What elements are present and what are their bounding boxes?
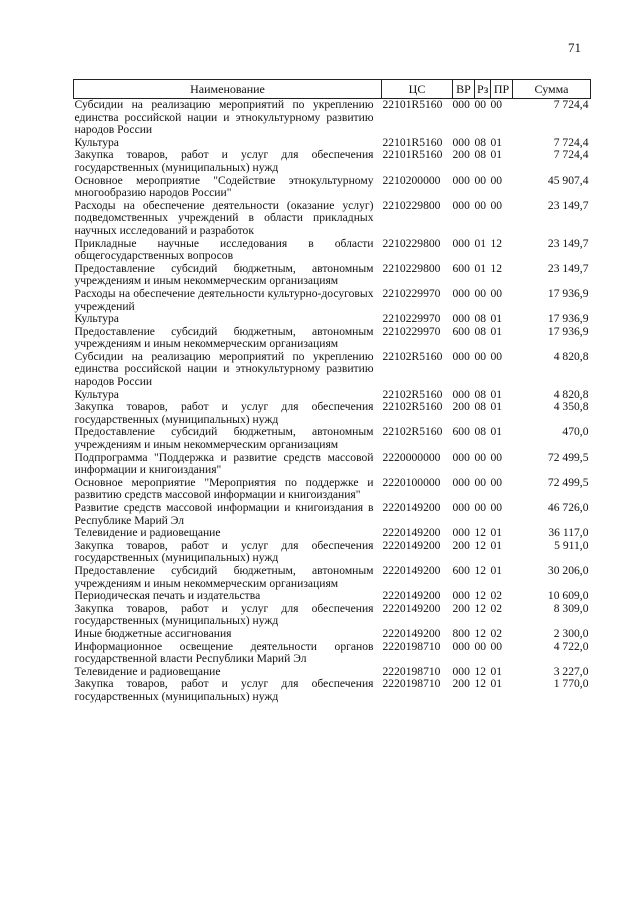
row-rz-cell: 00 (474, 501, 487, 514)
table-header (74, 80, 591, 99)
row-vr-cell: 000 (452, 475, 470, 489)
row-cs-cell: 2210200000 (382, 173, 441, 187)
row-pr-cell: 01 (490, 538, 503, 552)
row-rz-cell: 12 (474, 526, 487, 540)
table-row (74, 288, 591, 313)
row-sum-cell: 72 499,5 (547, 450, 589, 464)
row-vr-cell: 000 (452, 236, 470, 250)
table-body (74, 99, 591, 704)
row-cs-cell: 2210229800 (382, 198, 441, 212)
row-sum-cell: 23 149,7 (547, 236, 589, 250)
row-cs-cell: 2220100000 (382, 475, 441, 489)
row-pr-cell: 12 (490, 236, 503, 250)
row-sum-cell: 45 907,4 (547, 173, 589, 187)
row-sum-cell: 7 724,4 (553, 98, 589, 111)
row-name-cell: Субсидии на реализацию мероприятий по укреплению единства российской нации и этнокультурному развитию народов России (74, 98, 374, 137)
row-vr-cell: 200 (452, 677, 470, 691)
row-rz-cell: 00 (474, 286, 487, 300)
row-sum-cell: 30 206,0 (547, 563, 589, 577)
row-name-cell: Закупка товаров, работ и услуг для обеспечения государственных (муниципальных) нужд (74, 148, 374, 174)
row-pr-cell: 01 (490, 425, 503, 439)
row-pr-cell: 12 (490, 261, 503, 275)
row-rz-cell: 12 (474, 664, 487, 678)
row-sum-cell: 17 936,9 (547, 312, 589, 326)
table-row (74, 628, 591, 641)
table-row (74, 238, 591, 263)
row-name-cell: Закупка товаров, работ и услуг для обеспечения государственных (муниципальных) нужд (74, 601, 374, 628)
row-vr-cell: 600 (452, 425, 470, 439)
table-row (74, 527, 591, 540)
header-rz: Рз (475, 80, 491, 99)
table-row (74, 149, 591, 174)
row-cs-cell: 2220149200 (382, 601, 441, 615)
row-vr-cell: 000 (452, 349, 470, 363)
row-vr-cell: 000 (452, 135, 470, 149)
row-vr-cell: 000 (452, 286, 470, 300)
row-vr-cell: 000 (452, 526, 470, 540)
row-rz-cell: 12 (474, 538, 487, 552)
table-row (74, 641, 591, 666)
row-name-cell: Культура (74, 135, 119, 149)
row-pr-cell: 01 (490, 526, 503, 540)
row-sum-cell: 23 149,7 (547, 198, 589, 212)
row-vr-cell: 000 (452, 312, 470, 326)
row-cs-cell: 2220198710 (382, 664, 441, 678)
row-vr-cell: 000 (452, 173, 470, 187)
table-row (74, 590, 591, 603)
page-number: 71 (568, 40, 581, 55)
row-pr-cell: 00 (490, 450, 503, 464)
row-cs-cell: 22102R5160 (382, 425, 443, 439)
row-sum-cell: 4 722,0 (553, 639, 589, 653)
row-vr-cell: 200 (452, 400, 470, 414)
row-rz-cell: 08 (474, 135, 487, 149)
table-row (74, 540, 591, 565)
row-sum-cell: 17 936,9 (547, 324, 589, 338)
row-sum-cell: 72 499,5 (547, 475, 589, 489)
row-rz-cell: 08 (474, 387, 487, 401)
row-name-cell: Закупка товаров, работ и услуг для обеспечения государственных (муниципальных) нужд (74, 400, 374, 426)
row-rz-cell: 00 (474, 349, 487, 363)
row-cs-cell: 2220149200 (382, 589, 441, 603)
row-cs-cell: 2220198710 (382, 639, 441, 653)
row-cs-cell: 22102R5160 (382, 400, 443, 414)
row-vr-cell: 200 (452, 538, 470, 552)
row-pr-cell: 00 (490, 198, 503, 212)
budget-table (73, 79, 591, 704)
row-cs-cell: 2220000000 (382, 450, 441, 464)
row-cs-cell: 2210229800 (382, 236, 441, 250)
row-pr-cell: 00 (490, 286, 503, 300)
row-rz-cell: 12 (474, 626, 487, 640)
row-name-cell: Телевидение и радиовещание (74, 526, 221, 540)
row-vr-cell: 000 (452, 387, 470, 401)
table-row (74, 263, 591, 288)
row-pr-cell: 01 (490, 677, 503, 691)
row-cs-cell: 22101R5160 (382, 135, 443, 149)
row-vr-cell: 000 (452, 98, 470, 111)
table-row (74, 326, 591, 351)
row-vr-cell: 600 (452, 261, 470, 275)
row-sum-cell: 2 300,0 (553, 626, 589, 640)
row-sum-cell: 23 149,7 (547, 261, 589, 275)
row-pr-cell: 01 (490, 312, 503, 326)
row-pr-cell: 00 (490, 639, 503, 653)
table-row (74, 477, 591, 502)
table-row (74, 565, 591, 590)
row-vr-cell: 000 (452, 501, 470, 514)
table-row (74, 401, 591, 426)
row-name-cell: Предоставление субсидий бюджетным, автономным учреждениям и иным некоммерческим организациям (74, 324, 374, 351)
row-vr-cell: 000 (452, 639, 470, 653)
row-sum-cell: 36 117,0 (548, 526, 589, 540)
row-rz-cell: 12 (474, 677, 487, 691)
row-name-cell: Информационное освещение деятельности органов государственной власти Республики Марий Эл (74, 639, 374, 666)
row-name-cell: Культура (74, 387, 119, 401)
table-row (74, 313, 591, 326)
row-pr-cell: 00 (490, 98, 503, 111)
row-cs-cell: 22102R5160 (382, 387, 443, 401)
header-sum: Сумма (513, 80, 591, 99)
row-rz-cell: 00 (474, 475, 487, 489)
row-name-cell: Основное мероприятие "Содействие этнокультурному многообразию народов России" (74, 173, 374, 200)
row-sum-cell: 10 609,0 (547, 589, 589, 603)
row-vr-cell: 200 (452, 601, 470, 615)
row-name-cell: Телевидение и радиовещание (74, 664, 221, 678)
row-sum-cell: 7 724,4 (553, 148, 589, 162)
row-pr-cell: 00 (490, 173, 503, 187)
row-rz-cell: 12 (474, 601, 487, 615)
row-rz-cell: 12 (474, 563, 487, 577)
row-rz-cell: 00 (474, 173, 487, 187)
row-vr-cell: 000 (452, 450, 470, 464)
row-sum-cell: 5 911,0 (554, 538, 589, 552)
row-rz-cell: 00 (474, 639, 487, 653)
budget-table-container (73, 79, 590, 704)
row-rz-cell: 00 (474, 450, 487, 464)
row-cs-cell: 22101R5160 (382, 98, 443, 111)
row-name-cell: Предоставление субсидий бюджетным, автономным учреждениям и иным некоммерческим организациям (74, 425, 374, 452)
row-vr-cell: 000 (452, 589, 470, 603)
row-sum-cell: 17 936,9 (547, 286, 589, 300)
row-cs-cell: 2220149200 (382, 526, 441, 540)
table-row (74, 426, 591, 451)
row-rz-cell: 08 (474, 312, 487, 326)
header-cs: ЦС (382, 80, 453, 99)
row-name-cell: Закупка товаров, работ и услуг для обеспечения государственных (муниципальных) нужд (74, 538, 374, 565)
table-row (74, 175, 591, 200)
row-sum-cell: 46 726,0 (547, 501, 589, 514)
row-pr-cell: 00 (490, 501, 503, 514)
row-pr-cell: 01 (490, 324, 503, 338)
row-rz-cell: 08 (474, 148, 487, 162)
row-name-cell: Развитие средств массовой информации и книгоиздания в Республике Марий Эл (74, 501, 374, 527)
row-sum-cell: 1 770,0 (553, 677, 589, 691)
row-name-cell: Расходы на обеспечение деятельности (оказание услуг) подведомственных учреждений в области прикладных научных исследований и разработок (74, 198, 374, 237)
row-vr-cell: 600 (452, 563, 470, 577)
row-pr-cell: 01 (490, 664, 503, 678)
row-name-cell: Основное мероприятие "Мероприятия по поддержке и развитию средств массовой информации и книгоиздания" (74, 475, 374, 502)
row-name-cell: Культура (74, 312, 119, 326)
row-vr-cell: 600 (452, 324, 470, 338)
row-rz-cell: 08 (474, 425, 487, 439)
row-pr-cell: 00 (490, 475, 503, 489)
table-row (74, 351, 591, 389)
table-row (74, 200, 591, 238)
row-pr-cell: 01 (490, 387, 503, 401)
row-sum-cell: 4 820,8 (553, 349, 589, 363)
row-sum-cell: 7 724,4 (553, 135, 589, 149)
row-pr-cell: 01 (490, 135, 503, 149)
header-name: Наименование (74, 80, 382, 99)
row-rz-cell: 01 (474, 261, 487, 275)
row-vr-cell: 800 (452, 626, 470, 640)
row-pr-cell: 00 (490, 349, 503, 363)
row-rz-cell: 00 (474, 198, 487, 212)
row-rz-cell: 08 (474, 400, 487, 414)
table-row (74, 452, 591, 477)
row-sum-cell: 8 309,0 (553, 601, 589, 615)
row-vr-cell: 000 (452, 198, 470, 212)
row-name-cell: Предоставление субсидий бюджетным, автономным учреждениям и иным некоммерческим организациям (74, 261, 374, 288)
row-cs-cell: 2210229800 (382, 261, 441, 275)
row-pr-cell: 02 (490, 589, 503, 603)
row-rz-cell: 12 (474, 589, 487, 603)
table-row (74, 678, 591, 703)
row-cs-cell: 2210229970 (382, 286, 441, 300)
header-vr: ВР (453, 80, 475, 99)
row-pr-cell: 01 (490, 563, 503, 577)
row-name-cell: Субсидии на реализацию мероприятий по укреплению единства российской нации и этнокультурному развитию народов России (74, 349, 374, 389)
row-pr-cell: 01 (490, 148, 503, 162)
row-sum-cell: 470,0 (562, 425, 589, 439)
row-cs-cell: 2220149200 (382, 501, 441, 514)
row-cs-cell: 2210229970 (382, 312, 441, 326)
row-cs-cell: 22102R5160 (382, 349, 443, 363)
row-name-cell: Предоставление субсидий бюджетным, автономным учреждениям и иным некоммерческим организациям (74, 563, 374, 590)
row-rz-cell: 01 (474, 236, 487, 250)
row-name-cell: Подпрограмма "Поддержка и развитие средств массовой информации и книгоиздания" (74, 450, 374, 477)
table-row (74, 603, 591, 628)
row-vr-cell: 000 (452, 664, 470, 678)
row-rz-cell: 00 (474, 98, 487, 111)
row-sum-cell: 3 227,0 (553, 664, 589, 678)
table-row (74, 99, 591, 137)
row-name-cell: Прикладные научные исследования в области общегосударственных вопросов (74, 236, 374, 263)
row-cs-cell: 2220149200 (382, 626, 441, 640)
row-cs-cell: 2210229970 (382, 324, 441, 338)
row-vr-cell: 200 (452, 148, 470, 162)
row-sum-cell: 4 820,8 (553, 387, 589, 401)
row-cs-cell: 22101R5160 (382, 148, 443, 162)
row-name-cell: Периодическая печать и издательства (74, 589, 261, 603)
row-rz-cell: 08 (474, 324, 487, 338)
row-pr-cell: 02 (490, 601, 503, 615)
row-name-cell: Иные бюджетные ассигнования (74, 626, 232, 640)
row-pr-cell: 02 (490, 626, 503, 640)
row-cs-cell: 2220149200 (382, 538, 441, 552)
row-name-cell: Закупка товаров, работ и услуг для обеспечения государственных (муниципальных) нужд (74, 677, 374, 703)
header-pr: ПР (491, 80, 513, 99)
row-name-cell: Расходы на обеспечение деятельности культурно-досуговых учреждений (74, 286, 374, 313)
row-pr-cell: 01 (490, 400, 503, 414)
table-row (74, 502, 591, 527)
row-cs-cell: 2220198710 (382, 677, 441, 691)
row-cs-cell: 2220149200 (382, 563, 441, 577)
row-sum-cell: 4 350,8 (553, 400, 589, 414)
